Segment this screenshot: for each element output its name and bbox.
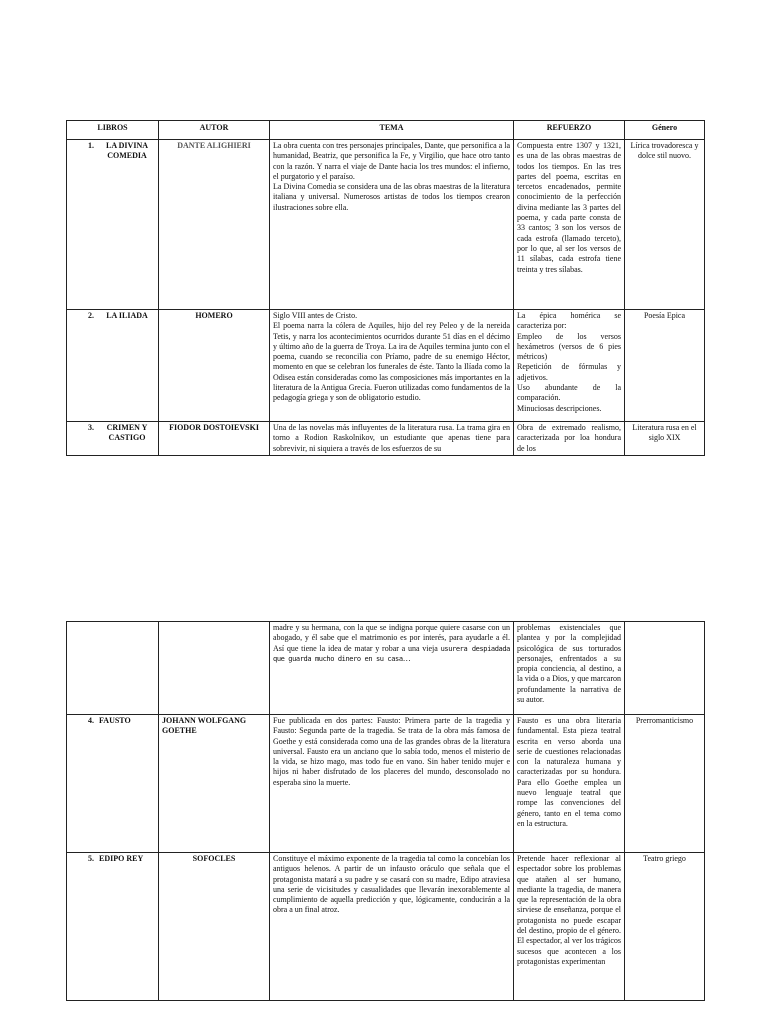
author-name: JOHANN WOLFGANG GOETHE [162,716,247,736]
table-row [67,140,705,310]
row-number: 5. [88,854,94,863]
genero-cell: Literatura rusa en el siglo XIX [625,422,705,456]
tema-paragraph: La obra cuenta con tres personajes principales, Dante, que personifica a la humanidad, Beatriz, que personifica la Fe, y Virgilio, que hace otro tanto con la razón. Y narra el viaje de Dante hacia los tres mundos: el infierno, el purgatorio y el paraíso. [273,141,511,181]
literature-table-part-1 [66,120,705,456]
refuerzo-line: Minuciosas descripciones. [517,403,602,413]
refuerzo-line: Repetición de fórmulas y adjetivos. [517,362,621,382]
libro-cell [67,853,159,1001]
refuerzo-line: Uso abundante de la comparación. [517,383,621,403]
row-number: 3. [88,423,94,432]
book-title: CRIMEN Y CASTIGO [106,423,148,443]
libro-cell [67,715,159,853]
autor-cell [159,853,270,1001]
tema-cell [270,140,514,310]
genero-cell: Poesía Epica [625,310,705,422]
header-refuerzo: REFUERZO [514,121,625,140]
book-title: FAUSTO [99,716,131,725]
refuerzo-cell: Compuesta entre 1307 y 1321, es una de las obras maestras de todos los tiempos. En las tres partes del poema, escritas en tercetos encadenados, permite conocimiento de la perfección divina mediante las 3 partes del poema, y cada parte consta de 33 cantos; 3 son los versos de cada estrofa (llamado terceto), por lo que, al ser los versos de 11 sílabas, cada estrofa tiene treinta y tres sílabas. [514,140,625,310]
header-genero: Género [625,121,705,140]
row-number: 1. [88,141,94,150]
genero-cell: Teatro griego [625,853,705,1001]
literature-table-part-2 [66,621,705,1001]
header-libros: LIBROS [67,121,159,140]
refuerzo-line: La épica homérica se caracteriza por: [517,311,621,331]
header-row [67,121,705,140]
header-autor: AUTOR [159,121,270,140]
refuerzo-cell: problemas existenciales que plantea y por la complejidad psicológica de sus torturados personajes, enfrentados a su propia conciencia, al destino, a la vida o a Dios, y que marcaron profundamente la narrativa de su autor. [514,622,625,715]
tema-ellipsis: … [402,653,411,663]
author-name: FIODOR DOSTOIEVSKI [169,423,259,432]
refuerzo-cell: Pretende hacer reflexionar al espectador sobre los problemas que atañen al ser humano, mediante la tragedia, de manera que la representación de la obra sirviese de enseñanza, porque el protagonista no puede escapar del destino, propio de el género. El espectador, al ver los trágicos sucesos que acontecen a los protagonistas experimentan [514,853,625,1001]
author-name: SOFOCLES [192,854,236,863]
tema-cell [270,310,514,422]
refuerzo-line: Empleo de los versos hexámetros (versos de 6 pies métricos) [517,331,621,362]
refuerzo-cell: Fausto es una obra literaria fundamental. Esta pieza teatral escrita en verso aborda una serie de cuestiones relacionadas con la naturaleza humana y caracterizadas por su hondura. Para ello Goethe emplea un nuevo lenguaje teatral que rompe las convenciones del género, tanto en el tema como en la estructura. [514,715,625,853]
tema-cell [270,622,514,715]
book-title: LA ILIADA [106,311,148,320]
tema-cell: Constituye el máximo exponente de la tragedia tal como la concebían los antiguos helenos. A partir de un infausto oráculo que señala que el protagonista matará a su padre y se casará con su madre, Edipo atraviesa una serie de vicisitudes y casualidades que llevarán inexorablemente al cumplimiento de aquella predicción y que, lógicamente, conducirán a la obra a un final atroz. [270,853,514,1001]
genero-cell: Lírica trovadoresca y dolce stil nuovo. [625,140,705,310]
table-row [67,853,705,1001]
libro-cell [67,140,159,310]
libro-cell [67,310,159,422]
table-row [67,310,705,422]
genero-cell: Prerromanticismo [625,715,705,853]
author-name: HOMERO [195,311,233,320]
autor-cell [159,622,270,715]
table-row [67,715,705,853]
continuation-row [67,622,705,715]
tema-paragraph: Siglo VIII antes de Cristo. [273,311,358,320]
author-name: DANTE ALIGHIERI [177,141,251,150]
tema-cell: Fue publicada en dos partes: Fausto: Primera parte de la tragedia y Fausto: Segunda parte de la tragedia. Se trata de la obra más famosa de Goethe y está considerada como una de las grandes obras de la literatura universal. Fausto era un anciano que lo sabía todo, menos el misterio de la vida, se hizo mago, mas todo fue en vano. Sin haber tenido mujer e hijos ni haber disfrutado de los placeres del mundo, desconsolado no esperaba sino la muerte. [270,715,514,853]
autor-cell [159,422,270,456]
tema-cell: Una de las novelas más influyentes de la literatura rusa. La trama gira en torno a Rodion Raskolnikov, un estudiante que apenas tiene para sobrevivir, ni siquiera a través de los esfuerzos de su [270,422,514,456]
table-row [67,422,705,456]
book-title: EDIPO REY [99,854,144,863]
tema-paragraph: El poema narra la cólera de Aquiles, hijo del rey Peleo y de la nereida Tetis, y narra los acontecimientos ocurridos durante 51 días en el décimo y último año de la guerra de Troya. La ira de Aquiles termina junto con el poema, cuando se reconcilia con Príamo, padre de su enemigo Héctor, momento en que se celebran los funerales de éste. Tanto la Ilíada como la Odisea están consideradas como las composiciones más importantes en la literatura de la Antigua Grecia. Fueron utilizadas como fundamentos de la pedagogía griega y son de obligatorio estudio. [273,321,510,403]
tema-text: madre y su hermana, con la que se indigna porque quiere casarse con un abogado, y él sabe que el matrimonio es por interés, para ayudarle a él. Así que tiene la idea de matar y robar a una vieja [273,623,510,653]
autor-cell [159,140,270,310]
tema-paragraph: La Divina Comedia se considera una de las obras maestras de la literatura italiana y universal. Numerosos artistas de todos los tiempos crearon ilustraciones sobre ella. [273,182,510,212]
autor-cell [159,310,270,422]
refuerzo-cell [514,310,625,422]
header-tema: TEMA [270,121,514,140]
libro-cell [67,422,159,456]
autor-cell [159,715,270,853]
genero-cell [625,622,705,715]
row-number: 4. [88,716,94,725]
tema-handwritten-text: usurera despiadada que guarda mucho dinero en su casa [273,644,510,663]
book-title: LA DIVINA COMEDIA [105,141,148,161]
row-number: 2. [88,311,94,320]
refuerzo-cell: Obra de extremado realismo, caracterizada por loa hondura de los [514,422,625,456]
libro-cell [67,622,159,715]
